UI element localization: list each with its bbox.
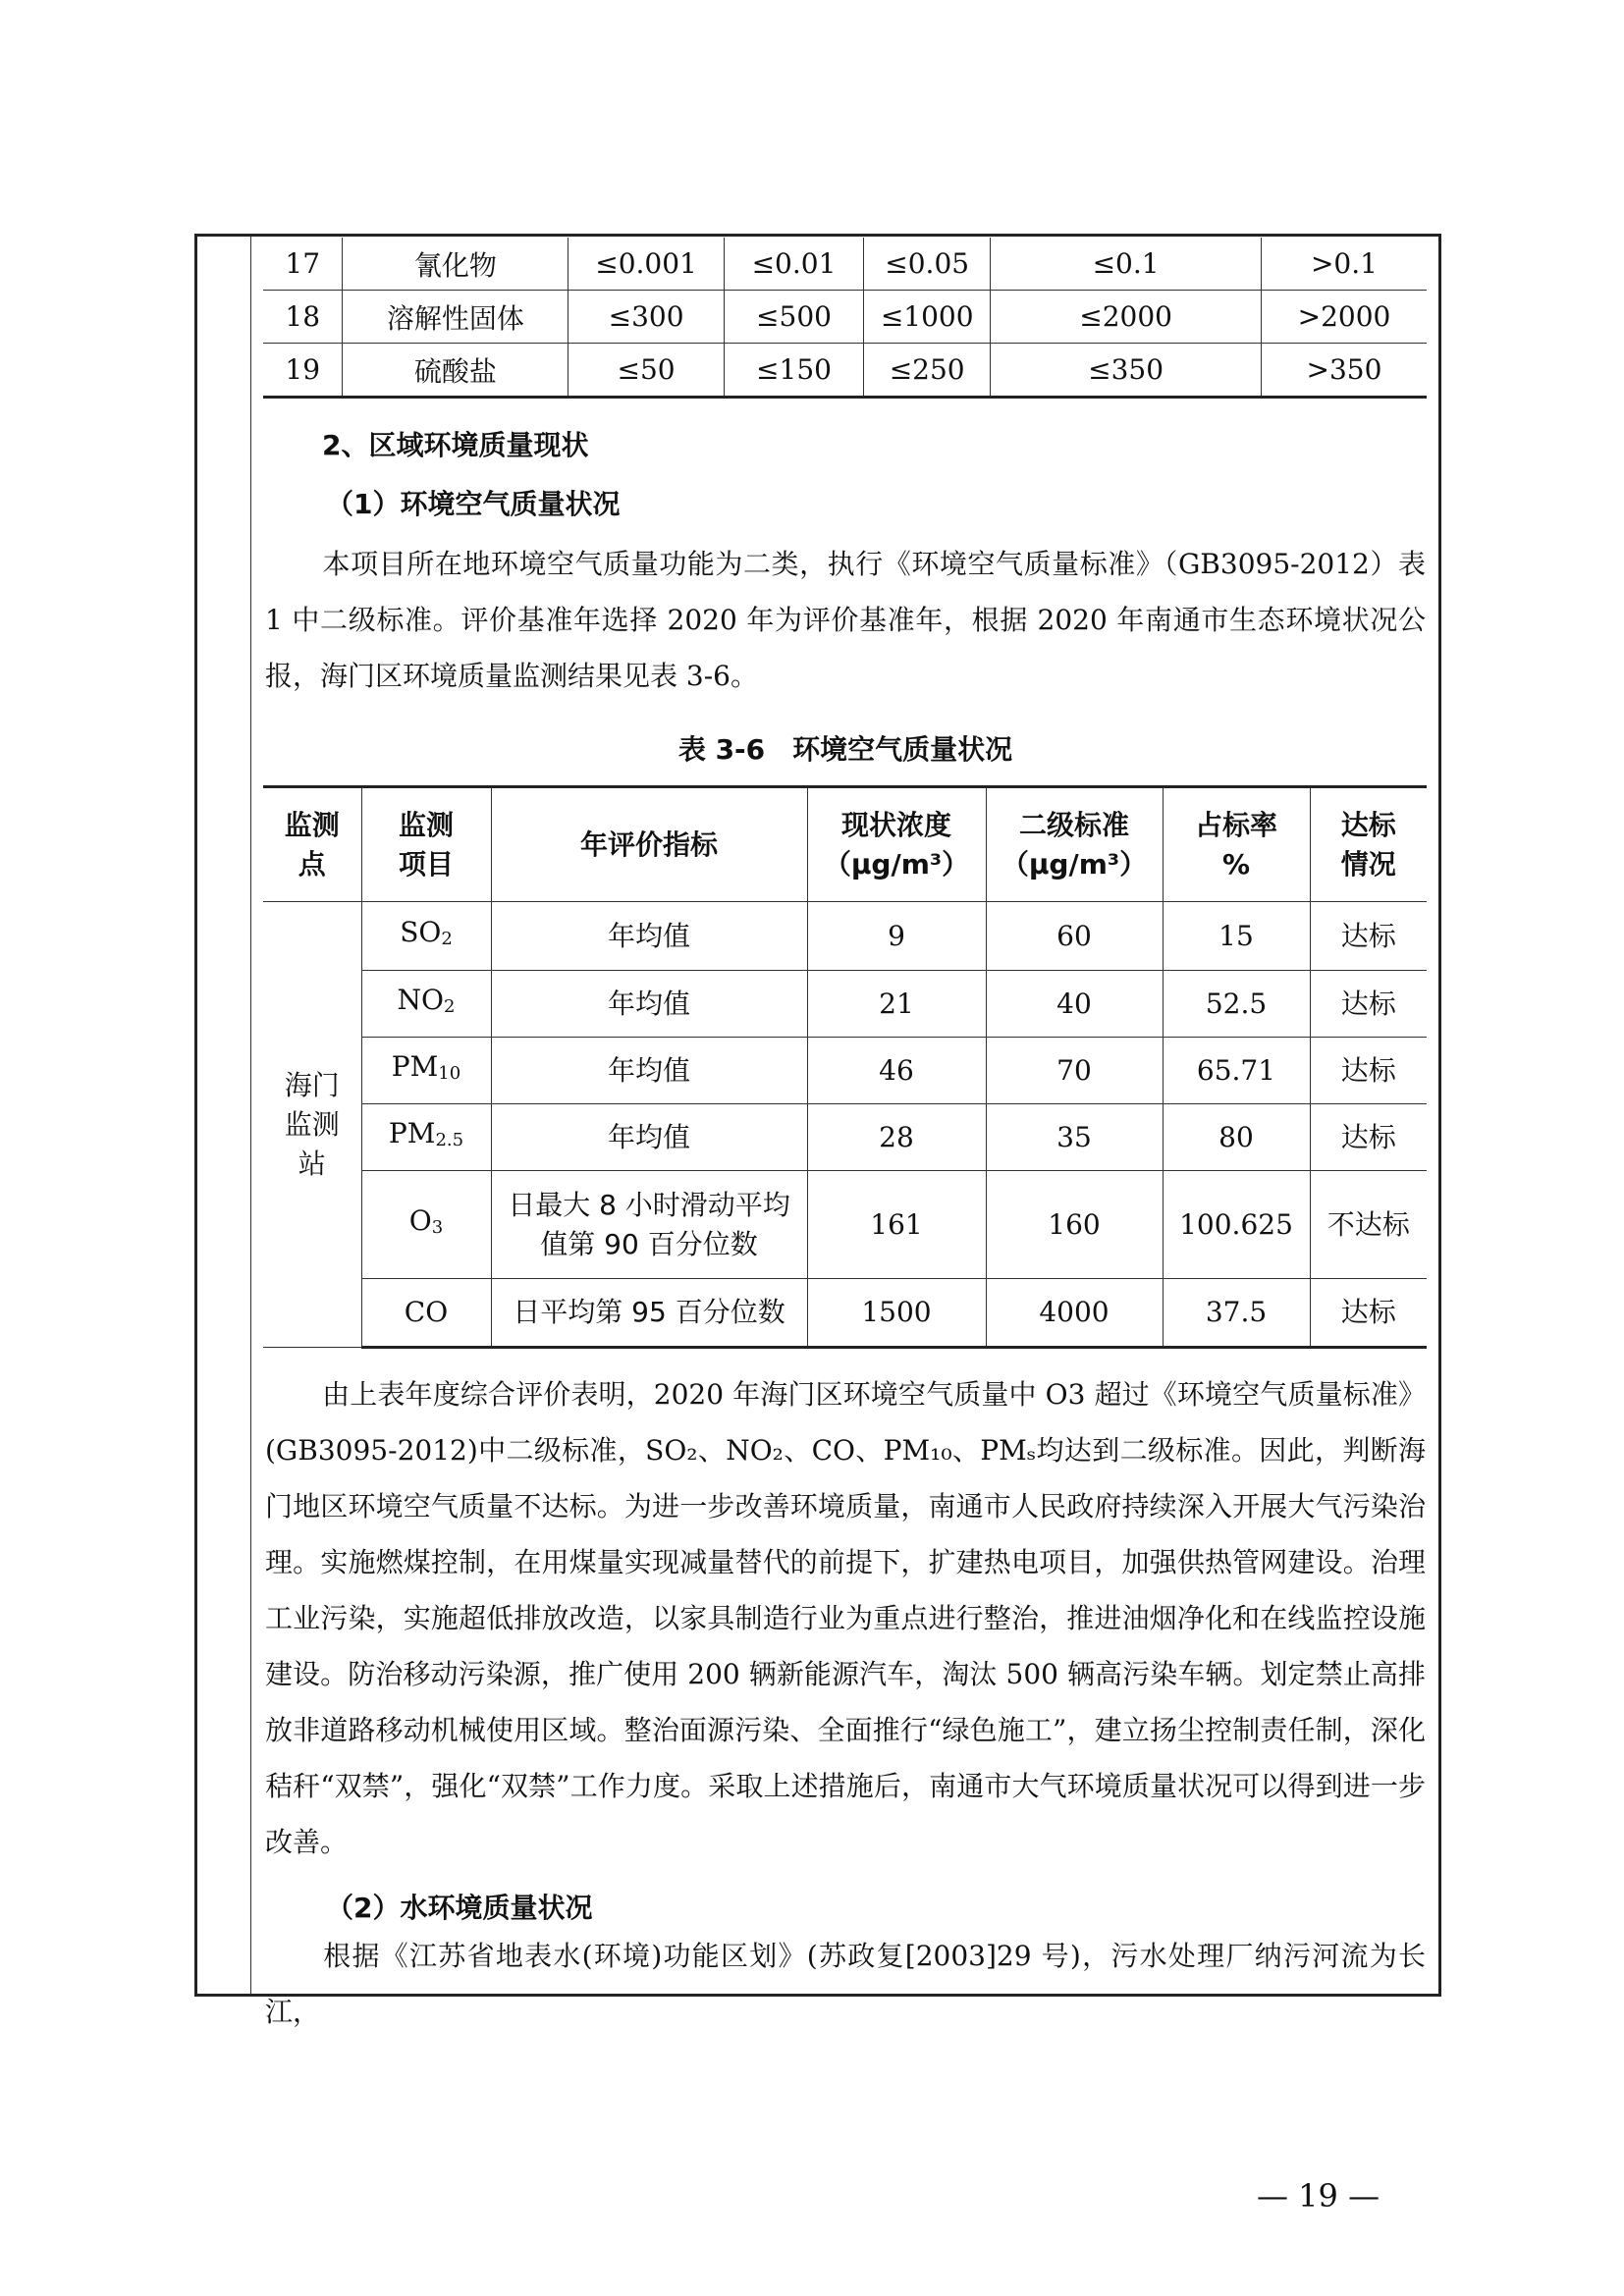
cell-no: 19 bbox=[263, 344, 343, 398]
water-quality-heading: （2）水环境质量状况 bbox=[326, 1892, 593, 1924]
status-cell: 达标 bbox=[1310, 902, 1427, 971]
cell-c3: ≤0.05 bbox=[864, 238, 991, 291]
cell-ratio: 15 bbox=[1163, 902, 1310, 971]
cell-std: 60 bbox=[986, 902, 1163, 971]
cell-c3: ≤1000 bbox=[864, 291, 991, 344]
analysis-text: 由上表年度综合评价表明，2020 年海门区环境空气质量中 O3 超过《环境空气质量标准》(GB3095-2012)中二级标准，SO₂、NO₂、CO、PM₁₀、PMₛ均达到二级标准。因此，判断海门地区环境空气质量不达标。为进一步改善环境质量，南通市人民政府持续深入开展大气污染治理。实施燃煤控制，在用煤量实现减量替代的前提下，扩建热电项目，加强供热管网建设。治理工业污染，实施超低排放改造，以家具制造行业为重点进行整治，推进油烟净化和在线监控设施建设。防治移动污染源，推广使用 200 辆新能源汽车，淘汰 500 辆高污染车辆。划定禁止高排放非道路移动机械使用区域。整治面源污染、全面推行“绿色施工”，建立扬尘控制责任制，深化秸秆“双禁”，强化“双禁”工作力度。采取上述措施后，南通市大气环境质量状况可以得到进一步改善。 bbox=[265, 1378, 1426, 1858]
air-quality-text: 本项目所在地环境空气质量功能为二类，执行《环境空气质量标准》（GB3095-2012）表 1 中二级标准。评价基准年选择 2020 年为评价基准年，根据 2020 年南通市生态环境状况公报，海门区环境质量监测结果见表 3-6。 bbox=[265, 548, 1426, 692]
status-cell: 不达标 bbox=[1310, 1171, 1427, 1279]
air-quality-paragraph bbox=[265, 536, 1426, 704]
header-status: 达标情况 bbox=[1310, 787, 1427, 902]
cell-c2: ≤0.01 bbox=[724, 238, 863, 291]
header-concentration: 现状浓度 （μg/m³） bbox=[807, 787, 986, 902]
cell-c2: ≤150 bbox=[724, 344, 863, 398]
table-row bbox=[263, 1104, 1427, 1171]
cell-c5: >2000 bbox=[1261, 291, 1427, 344]
cell-c4: ≤350 bbox=[991, 344, 1262, 398]
cell-conc: 1500 bbox=[807, 1279, 986, 1348]
cell-c1: ≤0.001 bbox=[568, 238, 725, 291]
cell-std: 40 bbox=[986, 971, 1163, 1038]
header-station: 监测点 bbox=[263, 787, 361, 902]
cell-no: 17 bbox=[263, 238, 343, 291]
cell-c5: >0.1 bbox=[1261, 238, 1427, 291]
cell-std: 35 bbox=[986, 1104, 1163, 1171]
air-quality-heading: （1）环境空气质量状况 bbox=[326, 488, 621, 520]
table-row bbox=[263, 1171, 1427, 1279]
cell-ratio: 65.71 bbox=[1163, 1038, 1310, 1104]
header-index: 年评价指标 bbox=[491, 787, 807, 902]
table-row bbox=[263, 238, 1427, 291]
index-cell: 日最大 8 小时滑动平均值第 90 百分位数 bbox=[491, 1171, 807, 1279]
table-row bbox=[263, 291, 1427, 344]
cell-c3: ≤250 bbox=[864, 344, 991, 398]
header-standard: 二级标准 （μg/m³） bbox=[986, 787, 1163, 902]
cell-conc: 161 bbox=[807, 1171, 986, 1279]
table-row bbox=[263, 902, 1427, 971]
cell-c5: >350 bbox=[1261, 344, 1427, 398]
section-heading-2: 2、区域环境质量现状 bbox=[322, 429, 589, 461]
cell-c1: ≤300 bbox=[568, 291, 725, 344]
analysis-paragraph bbox=[265, 1366, 1426, 1870]
cell-name: 氰化物 bbox=[343, 238, 568, 291]
pollutant-cell: CO bbox=[361, 1279, 491, 1348]
table-row bbox=[263, 971, 1427, 1038]
status-cell: 达标 bbox=[1310, 1279, 1427, 1348]
index-cell: 年均值 bbox=[491, 1104, 807, 1171]
cell-c2: ≤500 bbox=[724, 291, 863, 344]
cell-name: 硫酸盐 bbox=[343, 344, 568, 398]
cell-std: 160 bbox=[986, 1171, 1163, 1279]
table-row bbox=[263, 344, 1427, 398]
status-cell: 达标 bbox=[1310, 1038, 1427, 1104]
margin-rule bbox=[250, 237, 251, 1994]
cell-no: 18 bbox=[263, 291, 343, 344]
cell-c4: ≤2000 bbox=[991, 291, 1262, 344]
cell-ratio: 80 bbox=[1163, 1104, 1310, 1171]
index-cell: 年均值 bbox=[491, 902, 807, 971]
status-cell: 达标 bbox=[1310, 1104, 1427, 1171]
cell-conc: 21 bbox=[807, 971, 986, 1038]
status-cell: 达标 bbox=[1310, 971, 1427, 1038]
cell-c4: ≤0.1 bbox=[991, 238, 1262, 291]
cell-std: 70 bbox=[986, 1038, 1163, 1104]
cell-ratio: 37.5 bbox=[1163, 1279, 1310, 1348]
pollutant-cell: $NO_2$ bbox=[361, 971, 491, 1038]
cell-ratio: 100.625 bbox=[1163, 1171, 1310, 1279]
standards-table-continued bbox=[263, 238, 1427, 399]
header-item: 监测项目 bbox=[361, 787, 491, 902]
air-quality-table bbox=[263, 785, 1427, 1349]
index-cell: 日平均第 95 百分位数 bbox=[491, 1279, 807, 1348]
cell-c1: ≤50 bbox=[568, 344, 725, 398]
cell-std: 4000 bbox=[986, 1279, 1163, 1348]
station-cell: 海门监测站 bbox=[263, 902, 361, 1348]
water-quality-text: 根据《江苏省地表水(环境)功能区划》(苏政复[2003]29 号)，污水处理厂纳污河流为长江， bbox=[265, 1940, 1426, 2028]
cell-name: 溶解性固体 bbox=[343, 291, 568, 344]
cell-conc: 28 bbox=[807, 1104, 986, 1171]
pollutant-cell: $PM_{10}$ bbox=[361, 1038, 491, 1104]
pollutant-cell: $SO_2$ bbox=[361, 902, 491, 971]
page-number: — 19 — bbox=[1257, 2177, 1380, 2215]
header-ratio: 占标率 % bbox=[1163, 787, 1310, 902]
index-cell: 年均值 bbox=[491, 971, 807, 1038]
cell-ratio: 52.5 bbox=[1163, 971, 1310, 1038]
cell-conc: 9 bbox=[807, 902, 986, 971]
index-cell: 年均值 bbox=[491, 1038, 807, 1104]
table-row bbox=[263, 1038, 1427, 1104]
table-row bbox=[263, 1279, 1427, 1348]
table-caption: 表 3-6 环境空气质量状况 bbox=[677, 733, 1013, 766]
pollutant-cell: $O_3$ bbox=[361, 1171, 491, 1279]
water-quality-paragraph bbox=[265, 1928, 1426, 2040]
pollutant-cell: $PM_{2.5}$ bbox=[361, 1104, 491, 1171]
cell-conc: 46 bbox=[807, 1038, 986, 1104]
